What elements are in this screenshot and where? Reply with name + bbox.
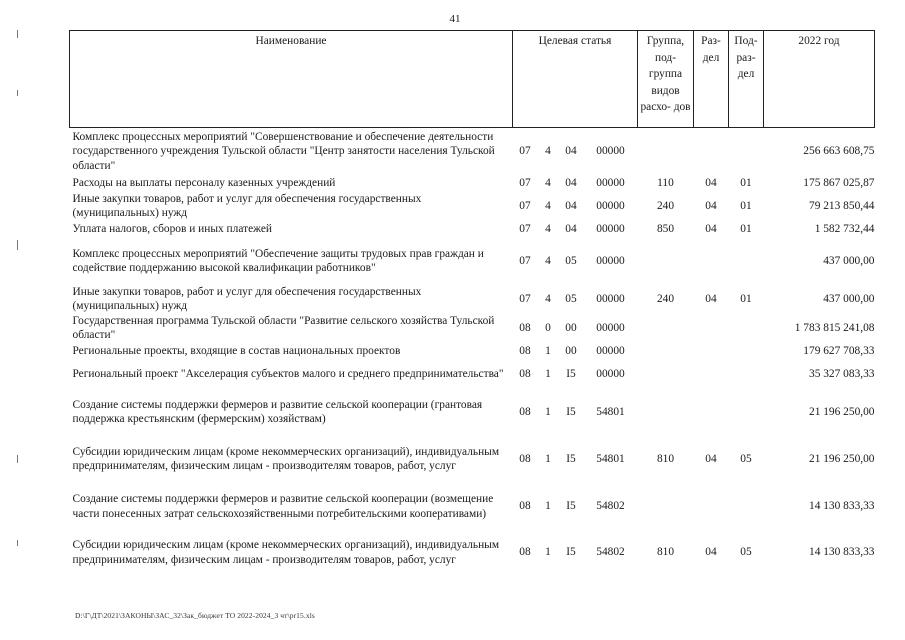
amount-cell: 256 663 608,75 <box>803 145 875 157</box>
margin-mark <box>17 540 18 546</box>
table-row <box>70 343 875 360</box>
row-name-cell: Субсидии юридическим лицам (кроме некоммерческих организаций), индивидуальным предпринимателям, физическим лицам - производителям товаров, работ, услуг <box>72 539 500 566</box>
section-cell <box>694 343 729 360</box>
page-number: 41 <box>449 13 461 25</box>
target-article-code-3: I5 <box>566 546 576 559</box>
target-article-code-2: 4 <box>545 222 551 235</box>
amount-cell: 437 000,00 <box>823 292 875 305</box>
section-cell <box>694 389 729 436</box>
target-article-code-4: 00000 <box>596 145 625 157</box>
section-cell: 04 <box>705 292 717 305</box>
target-article-code-3: 04 <box>565 222 577 235</box>
expense-group-cell: 110 <box>657 176 674 189</box>
table-row <box>70 483 875 531</box>
row-name-cell: Региональные проекты, входящие в состав национальных проектов <box>72 344 401 357</box>
row-name-cell: Уплата налогов, сборов и иных платежей <box>72 222 272 235</box>
section-cell: 04 <box>705 199 717 212</box>
expense-group-cell <box>638 343 694 360</box>
section-cell <box>694 483 729 531</box>
amount-cell: 21 196 250,00 <box>809 452 875 465</box>
subsection-cell <box>729 314 764 343</box>
margin-mark <box>17 90 18 96</box>
target-article-code-3: I5 <box>566 367 576 380</box>
section-cell: 04 <box>705 546 717 559</box>
header-row <box>70 31 875 128</box>
subsection-cell: 01 <box>740 292 752 305</box>
target-article-code-1: 07 <box>519 222 531 235</box>
target-article-code-1: 08 <box>519 500 531 513</box>
amount-cell: 14 130 833,33 <box>809 500 875 513</box>
row-name-cell: Государственная программа Тульской области "Развитие сельского хозяйства Тульской области" <box>72 314 495 341</box>
expense-group-cell: 810 <box>656 546 675 559</box>
amount-cell: 35 327 083,33 <box>809 367 875 380</box>
amount-cell: 179 627 708,33 <box>803 344 875 357</box>
target-article-code-4: 00000 <box>596 367 625 380</box>
budget-table <box>69 30 875 575</box>
row-name-cell: Иные закупки товаров, работ и услуг для обеспечения государственных (муниципальных) нужд <box>72 192 422 219</box>
target-article-code-1: 07 <box>519 145 531 157</box>
row-name-cell: Создание системы поддержки фермеров и развитие сельской кооперации (возмещение части понесенных затрат сельскохозяйственными потребительскими кооперативами) <box>72 493 494 520</box>
column-header-target-article: Целевая статья <box>513 31 638 128</box>
expense-group-cell: 850 <box>656 222 675 235</box>
row-name-cell: Субсидии юридическим лицам (кроме некоммерческих организаций), индивидуальным предпринимателям, физическим лицам - производителям товаров, работ, услуг <box>72 445 500 472</box>
target-article-code-2: 1 <box>545 500 551 513</box>
expense-group-cell: 810 <box>656 452 675 465</box>
amount-cell: 437 000,00 <box>823 254 875 267</box>
target-article-code-2: 0 <box>545 321 551 334</box>
amount-cell: 175 867 025,87 <box>803 176 875 189</box>
expense-group-cell: 240 <box>656 199 675 212</box>
target-article-code-4: 54802 <box>596 500 625 513</box>
column-header-year: 2022 год <box>764 31 875 128</box>
target-article-code-1: 08 <box>519 405 531 418</box>
expense-group-cell <box>638 483 694 531</box>
table-row <box>70 389 875 436</box>
target-article-code-3: I5 <box>566 405 576 418</box>
row-name-cell: Расходы на выплаты персоналу казенных учреждений <box>72 176 336 189</box>
target-article-code-3: 04 <box>565 199 577 212</box>
subsection-cell: 01 <box>740 199 752 212</box>
target-article-code-3: 04 <box>565 145 577 157</box>
target-article-code-4: 54802 <box>596 546 625 559</box>
subsection-cell <box>729 128 764 175</box>
target-article-code-1: 07 <box>519 254 531 267</box>
section-cell <box>694 360 729 389</box>
file-path-footer: D:\Г\ДТ\2021\ЗАКОНЫ\ЗАС_32\Зак_бюджет ТО 2022-2024_3 чт\pr15.xls <box>75 611 315 620</box>
target-article-code-3: I5 <box>566 452 576 465</box>
target-article-code-4: 00000 <box>596 254 625 267</box>
table-row <box>70 238 875 285</box>
column-header-section: Раз- дел <box>694 31 729 128</box>
amount-cell: 79 213 850,44 <box>809 199 875 212</box>
section-cell <box>694 128 729 175</box>
target-article-code-4: 00000 <box>596 344 625 357</box>
table-row <box>70 285 875 314</box>
section-cell: 04 <box>705 176 717 189</box>
section-cell <box>694 314 729 343</box>
row-name-cell: Создание системы поддержки фермеров и развитие сельской кооперации (грантовая поддержка крестьянским (фермерским) хозяйствам) <box>72 398 483 425</box>
expense-group-cell <box>638 360 694 389</box>
column-header-name: Наименование <box>70 31 513 128</box>
target-article-code-3: I5 <box>566 500 576 513</box>
subsection-cell: 01 <box>740 176 752 189</box>
target-article-code-4: 00000 <box>596 176 625 189</box>
amount-cell: 1 582 732,44 <box>814 222 875 235</box>
target-article-code-4: 00000 <box>596 199 625 212</box>
subsection-cell: 05 <box>740 546 752 559</box>
section-cell: 04 <box>705 452 717 465</box>
target-article-code-2: 4 <box>545 176 551 189</box>
row-name-cell: Иные закупки товаров, работ и услуг для обеспечения государственных (муниципальных) нужд <box>72 285 422 312</box>
expense-group-cell <box>638 314 694 343</box>
target-article-code-3: 05 <box>565 292 577 305</box>
row-name-cell: Комплекс процессных мероприятий "Обеспечение защиты трудовых прав граждан и содействие поддержанию высокой квалификации работников" <box>72 247 484 274</box>
table-row <box>70 128 875 175</box>
target-article-code-3: 04 <box>565 176 577 189</box>
section-cell <box>694 238 729 285</box>
target-article-code-2: 4 <box>545 145 551 157</box>
target-article-code-4: 00000 <box>596 321 625 334</box>
target-article-code-1: 07 <box>519 292 531 305</box>
target-article-code-1: 08 <box>519 321 531 334</box>
target-article-code-1: 08 <box>519 546 531 559</box>
subsection-cell <box>729 389 764 436</box>
target-article-code-2: 4 <box>545 254 551 267</box>
target-article-code-2: 1 <box>545 452 551 465</box>
subsection-cell <box>729 238 764 285</box>
target-article-code-3: 05 <box>565 254 577 267</box>
target-article-code-1: 08 <box>519 367 531 380</box>
target-article-code-2: 1 <box>545 344 551 357</box>
subsection-cell <box>729 360 764 389</box>
expense-group-cell <box>638 389 694 436</box>
target-article-code-2: 1 <box>545 405 551 418</box>
table-row <box>70 221 875 238</box>
table-row <box>70 531 875 575</box>
column-header-subsection: Под- раз- дел <box>729 31 764 128</box>
amount-cell: 21 196 250,00 <box>809 405 875 418</box>
target-article-code-2: 4 <box>545 199 551 212</box>
margin-mark <box>17 240 18 250</box>
target-article-code-3: 00 <box>565 344 577 357</box>
table-row <box>70 192 875 221</box>
margin-mark <box>17 455 18 463</box>
amount-cell: 1 783 815 241,08 <box>794 321 875 334</box>
target-article-code-2: 4 <box>545 292 551 305</box>
target-article-code-1: 07 <box>519 176 531 189</box>
target-article-code-1: 08 <box>519 452 531 465</box>
target-article-code-2: 1 <box>545 367 551 380</box>
subsection-cell <box>729 343 764 360</box>
expense-group-cell <box>638 128 694 175</box>
column-header-group: Группа, под- группа видов расхо- дов <box>638 31 694 128</box>
target-article-code-4: 54801 <box>596 452 625 465</box>
target-article-code-4: 00000 <box>596 222 625 235</box>
target-article-code-2: 1 <box>545 546 551 559</box>
table-row <box>70 175 875 192</box>
subsection-cell: 05 <box>740 452 752 465</box>
table-row <box>70 436 875 483</box>
row-name-cell: Комплекс процессных мероприятий "Совершенствование и обеспечение деятельности государственного учреждения Тульской области "Центр занятости населения Тульской области" <box>72 130 495 172</box>
margin-mark <box>17 30 18 38</box>
row-name-cell: Региональный проект "Акселерация субъектов малого и среднего предпринимательства" <box>72 367 504 380</box>
section-cell: 04 <box>705 222 717 235</box>
expense-group-cell <box>638 238 694 285</box>
table-row <box>70 360 875 389</box>
subsection-cell: 01 <box>740 222 752 235</box>
target-article-code-1: 08 <box>519 344 531 357</box>
target-article-code-4: 00000 <box>596 292 625 305</box>
table-row <box>70 314 875 343</box>
amount-cell: 14 130 833,33 <box>809 546 875 559</box>
target-article-code-1: 07 <box>519 199 531 212</box>
expense-group-cell: 240 <box>656 292 675 305</box>
target-article-code-4: 54801 <box>596 405 625 418</box>
target-article-code-3: 00 <box>565 321 577 334</box>
subsection-cell <box>729 483 764 531</box>
